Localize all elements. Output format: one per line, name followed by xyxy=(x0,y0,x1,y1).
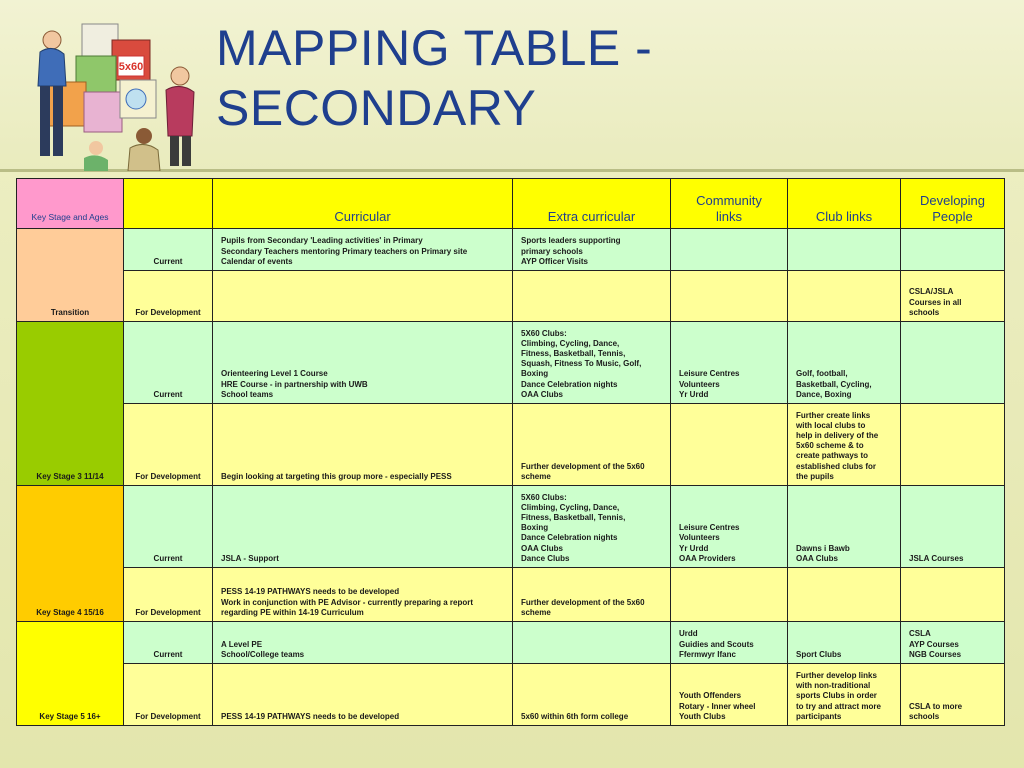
developing-people-cell xyxy=(901,229,1005,271)
table-row xyxy=(17,568,1005,622)
extra-curricular-cell: Further development of the 5x60 scheme xyxy=(513,568,671,622)
title-line-2: SECONDARY xyxy=(216,80,537,136)
developing-people-cell xyxy=(901,404,1005,486)
curricular-cell: JSLA - Support xyxy=(213,486,513,568)
club-links-cell: Golf, football, Basketball, Cycling, Dance, Boxing xyxy=(788,322,901,404)
curricular-cell: Orienteering Level 1 Course HRE Course - in partnership with UWB School teams xyxy=(213,322,513,404)
page-title xyxy=(216,18,996,138)
table-row xyxy=(17,664,1005,726)
header-key-stage: Key Stage and Ages xyxy=(17,179,124,229)
community-links-cell: Youth Offenders Rotary - Inner wheel Youth Clubs xyxy=(671,664,788,726)
status-cell: For Development xyxy=(124,271,213,322)
developing-people-cell: CSLA AYP Courses NGB Courses xyxy=(901,622,1005,664)
extra-curricular-cell: 5x60 within 6th form college xyxy=(513,664,671,726)
status-cell: Current xyxy=(124,229,213,271)
stage-key-stage-5: Key Stage 5 16+ xyxy=(17,622,124,726)
club-links-cell xyxy=(788,229,901,271)
status-cell: For Development xyxy=(124,404,213,486)
header-curricular: Curricular xyxy=(213,179,513,229)
stage-key-stage-4: Key Stage 4 15/16 xyxy=(17,486,124,622)
community-links-cell xyxy=(671,404,788,486)
status-cell: For Development xyxy=(124,664,213,726)
curricular-cell: A Level PE School/College teams xyxy=(213,622,513,664)
stage-key-stage-3: Key Stage 3 11/14 xyxy=(17,322,124,486)
club-links-cell: Further develop links with non-traditional sports Clubs in order to try and attract more participants xyxy=(788,664,901,726)
club-links-cell xyxy=(788,568,901,622)
club-links-cell: Sport Clubs xyxy=(788,622,901,664)
community-links-cell: Urdd Guidies and Scouts Ffermwyr Ifanc xyxy=(671,622,788,664)
developing-people-cell xyxy=(901,568,1005,622)
club-links-cell xyxy=(788,271,901,322)
curricular-cell: PESS 14-19 PATHWAYS needs to be developed xyxy=(213,664,513,726)
developing-people-cell: CSLA to more schools xyxy=(901,664,1005,726)
header-community-links: Community links xyxy=(671,179,788,229)
club-links-cell: Dawns i Bawb OAA Clubs xyxy=(788,486,901,568)
stage-transition: Transition xyxy=(17,229,124,322)
curricular-cell: Pupils from Secondary 'Leading activities' in Primary Secondary Teachers mentoring Primary teachers on Primary site Calendar of events xyxy=(213,229,513,271)
developing-people-cell: JSLA Courses xyxy=(901,486,1005,568)
table-row xyxy=(17,486,1005,568)
curricular-cell: Begin looking at targeting this group more - especially PESS xyxy=(213,404,513,486)
developing-people-cell: CSLA/JSLA Courses in all schools xyxy=(901,271,1005,322)
title-line-1: MAPPING TABLE - xyxy=(216,20,653,76)
clipart-badge-text: 5x60 xyxy=(118,61,144,73)
header-club-links: Club links xyxy=(788,179,901,229)
header-status xyxy=(124,179,213,229)
community-links-cell xyxy=(671,229,788,271)
community-links-cell xyxy=(671,271,788,322)
status-cell: Current xyxy=(124,486,213,568)
table-row xyxy=(17,271,1005,322)
community-links-cell xyxy=(671,568,788,622)
header-developing-people: Developing People xyxy=(901,179,1005,229)
header-row xyxy=(17,179,1005,229)
community-links-cell: Leisure Centres Volunteers Yr Urdd xyxy=(671,322,788,404)
status-cell: Current xyxy=(124,622,213,664)
table-row xyxy=(17,229,1005,271)
table-row xyxy=(17,322,1005,404)
extra-curricular-cell xyxy=(513,622,671,664)
extra-curricular-cell xyxy=(513,271,671,322)
curricular-cell: PESS 14-19 PATHWAYS needs to be developed Work in conjunction with PE Advisor - currently preparing a report regarding PE within 14-19 Curriculum xyxy=(213,568,513,622)
community-links-cell: Leisure Centres Volunteers Yr Urdd OAA Providers xyxy=(671,486,788,568)
status-cell: For Development xyxy=(124,568,213,622)
developing-people-cell xyxy=(901,322,1005,404)
status-cell: Current xyxy=(124,322,213,404)
mapping-table xyxy=(16,178,1005,726)
club-links-cell: Further create links with local clubs to help in delivery of the 5x60 scheme & to create pathways to established clubs for the pupils xyxy=(788,404,901,486)
header-extra-curricular: Extra curricular xyxy=(513,179,671,229)
table-row xyxy=(17,404,1005,486)
table-row xyxy=(17,622,1005,664)
extra-curricular-cell: Sports leaders supporting primary schools AYP Officer Visits xyxy=(513,229,671,271)
people-jigsaw-puzzle-illustration xyxy=(20,16,200,171)
extra-curricular-cell: 5X60 Clubs: Climbing, Cycling, Dance, Fitness, Basketball, Tennis, Boxing Dance Celebration nights OAA Clubs Dance Clubs xyxy=(513,486,671,568)
extra-curricular-cell: Further development of the 5x60 scheme xyxy=(513,404,671,486)
curricular-cell xyxy=(213,271,513,322)
extra-curricular-cell: 5X60 Clubs: Climbing, Cycling, Dance, Fitness, Basketball, Tennis, Squash, Fitness To Music, Golf, Boxing Dance Celebration nights OAA Clubs xyxy=(513,322,671,404)
